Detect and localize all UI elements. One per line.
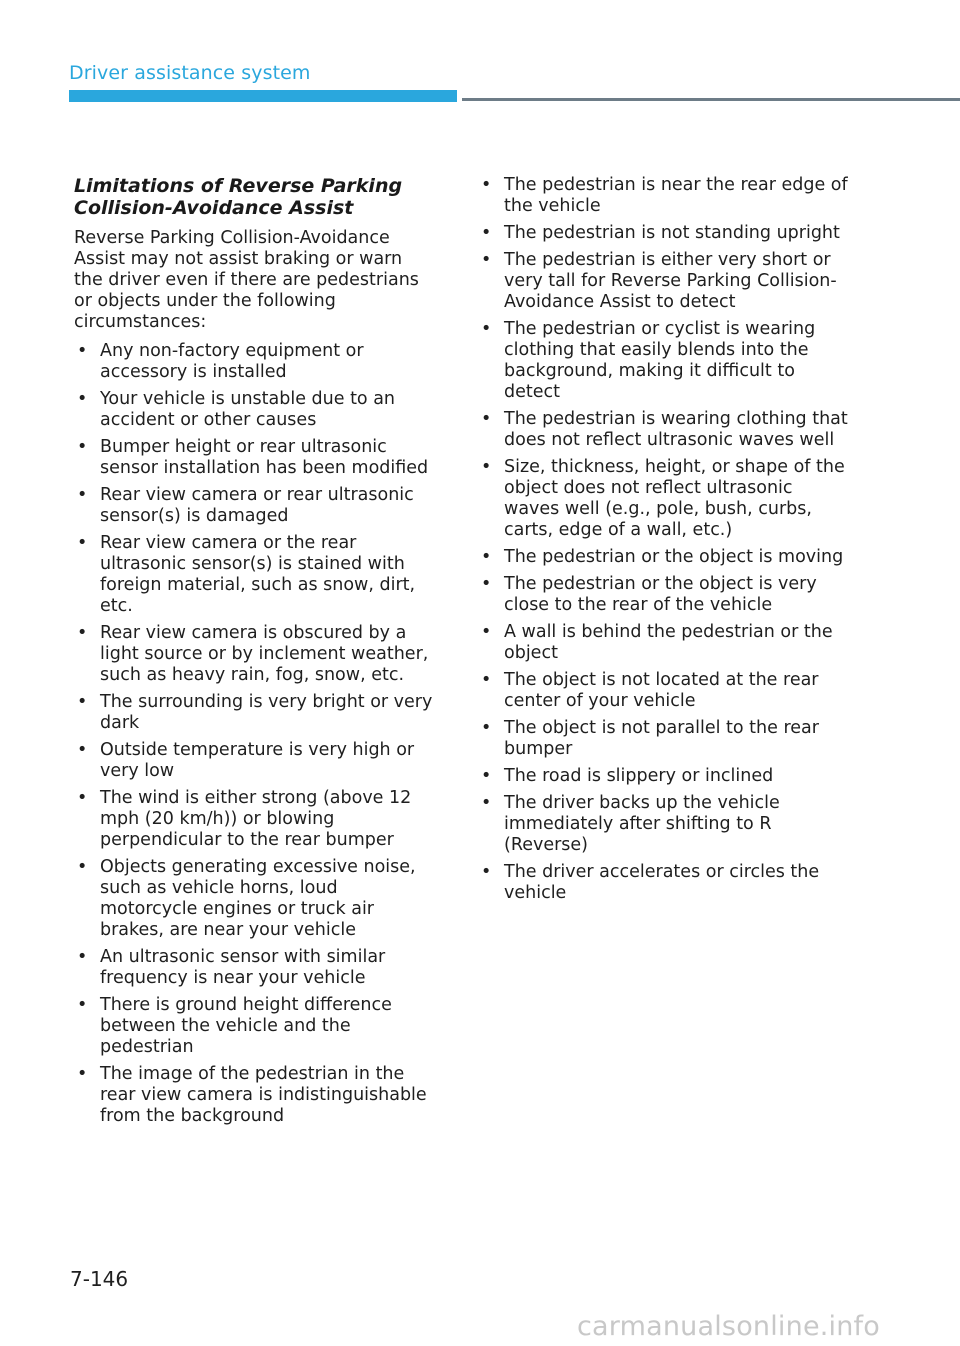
list-item-text: Rear view camera is obscured by a light source or by inclement weather, such as heavy rain, fog, snow, etc. [100, 623, 429, 685]
list-item [74, 341, 436, 383]
bullet-icon: • [481, 622, 492, 642]
list-item-text: Rear view camera or rear ultrasonic sensor(s) is damaged [100, 485, 414, 526]
bullet-icon: • [77, 437, 88, 457]
section-intro: Reverse Parking Collision-Avoidance Assist may not assist braking or warn the driver even if there are pedestrians or objects under the following circumstances: [74, 228, 419, 332]
bullet-icon: • [77, 740, 88, 760]
list-item [74, 533, 436, 617]
bullet-icon: • [481, 547, 492, 567]
list-item [478, 862, 850, 904]
bullet-icon: • [481, 766, 492, 786]
header-rule [462, 98, 960, 101]
bullet-icon: • [77, 788, 88, 808]
list-item [478, 175, 850, 217]
list-item-text: The image of the pedestrian in the rear view camera is indistinguishable from the background [100, 1064, 427, 1126]
watermark-text: carmanualsonline.info [577, 1311, 880, 1342]
section-title-line1: Limitations of Reverse Parking [74, 175, 403, 197]
list-item [478, 766, 850, 787]
bullet-icon: • [481, 457, 492, 477]
bullet-icon: • [77, 1064, 88, 1084]
bullet-icon: • [77, 341, 88, 361]
list-item [74, 389, 436, 431]
list-item [74, 1064, 436, 1127]
bullet-icon: • [77, 623, 88, 643]
bullet-icon: • [481, 574, 492, 594]
list-item-text: The pedestrian is wearing clothing that does not reflect ultrasonic waves well [504, 409, 848, 450]
list-item [478, 409, 850, 451]
list-item [478, 670, 850, 712]
list-item-text: The pedestrian or the object is moving [504, 547, 844, 567]
right-column [478, 175, 850, 910]
list-item [74, 947, 436, 989]
list-item [478, 457, 850, 541]
bullet-icon: • [481, 175, 492, 195]
list-item-text: Outside temperature is very high or very low [100, 740, 415, 781]
page-header-title: Driver assistance system [69, 62, 311, 84]
list-item-text: The driver accelerates or circles the vehicle [504, 862, 820, 903]
list-item-text: Objects generating excessive noise, such as vehicle horns, loud motorcycle engines or truck air brakes, are near your vehicle [100, 857, 416, 940]
list-item [74, 740, 436, 782]
list-item [74, 857, 436, 941]
list-item-text: Rear view camera or the rear ultrasonic sensor(s) is stained with foreign material, such as snow, dirt, etc. [100, 533, 416, 616]
list-item-text: The pedestrian is near the rear edge of the vehicle [504, 175, 848, 216]
list-item [74, 437, 436, 479]
list-item [478, 718, 850, 760]
bullet-icon: • [77, 485, 88, 505]
page-number: 7-146 [70, 1267, 129, 1291]
list-item-text: Any non-factory equipment or accessory is installed [100, 341, 364, 382]
list-item-text: The object is not parallel to the rear bumper [504, 718, 819, 759]
bullet-icon: • [481, 319, 492, 339]
list-item [478, 319, 850, 403]
section-title-line2: Collision-Avoidance Assist [74, 197, 354, 219]
right-bullet-list [478, 175, 850, 904]
bullet-icon: • [77, 995, 88, 1015]
bullet-icon: • [77, 692, 88, 712]
bullet-icon: • [77, 533, 88, 553]
list-item-text: There is ground height difference between the vehicle and the pedestrian [100, 995, 392, 1057]
list-item-text: The pedestrian is either very short or very tall for Reverse Parking Collision-Avoidance Assist to detect [504, 250, 837, 312]
bullet-icon: • [481, 409, 492, 429]
list-item [74, 623, 436, 686]
list-item-text: The wind is either strong (above 12 mph (20 km/h)) or blowing perpendicular to the rear bumper [100, 788, 412, 850]
left-column [74, 175, 436, 1133]
list-item-text: Size, thickness, height, or shape of the object does not reflect ultrasonic waves well (e.g., pole, bush, curbs, carts, edge of a wall, etc.) [504, 457, 845, 540]
list-item [74, 692, 436, 734]
bullet-icon: • [77, 947, 88, 967]
bullet-icon: • [481, 223, 492, 243]
list-item [478, 547, 850, 568]
list-item-text: An ultrasonic sensor with similar frequency is near your vehicle [100, 947, 386, 988]
list-item-text: The road is slippery or inclined [504, 766, 774, 786]
list-item [74, 485, 436, 527]
list-item [74, 788, 436, 851]
list-item-text: The pedestrian or cyclist is wearing clothing that easily blends into the background, making it difficult to detect [504, 319, 816, 402]
bullet-icon: • [481, 670, 492, 690]
list-item-text: The object is not located at the rear center of your vehicle [504, 670, 819, 711]
list-item [478, 793, 850, 856]
bullet-icon: • [481, 718, 492, 738]
header-accent-bar [69, 90, 457, 102]
list-item-text: The pedestrian is not standing upright [504, 223, 840, 243]
bullet-icon: • [77, 389, 88, 409]
list-item [478, 250, 850, 313]
bullet-icon: • [481, 793, 492, 813]
list-item [478, 223, 850, 244]
list-item-text: Bumper height or rear ultrasonic sensor installation has been modified [100, 437, 429, 478]
list-item-text: The surrounding is very bright or very dark [100, 692, 433, 733]
list-item [478, 622, 850, 664]
section-title [74, 175, 436, 219]
list-item-text: A wall is behind the pedestrian or the object [504, 622, 833, 663]
list-item [478, 574, 850, 616]
left-bullet-list [74, 341, 436, 1127]
list-item [74, 995, 436, 1058]
list-item-text: The driver backs up the vehicle immediately after shifting to R (Reverse) [504, 793, 780, 855]
bullet-icon: • [77, 857, 88, 877]
list-item-text: The pedestrian or the object is very close to the rear of the vehicle [504, 574, 817, 615]
bullet-icon: • [481, 250, 492, 270]
bullet-icon: • [481, 862, 492, 882]
list-item-text: Your vehicle is unstable due to an accident or other causes [100, 389, 396, 430]
